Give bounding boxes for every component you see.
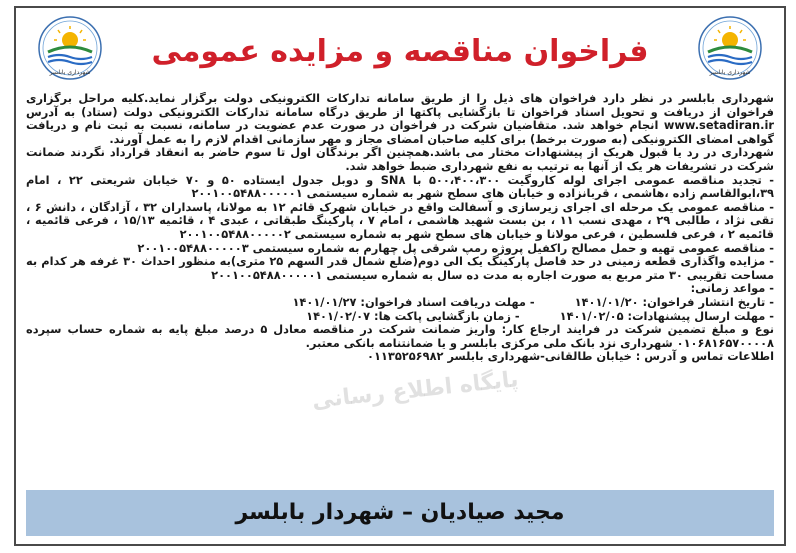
intro-paragraph: شهرداری بابلسر در نظر دارد فراخوان های ذیل را از طریق سامانه تدارکات الکترونیکی دولت برگزار نماید.کلیه مراحل برگزاری فراخوان از دریافت و تحویل اسناد فراخوان تا بازگشایی پاکتها از طریق درگاه سامانه تدارکات الکترونیکی دولت (ستاد) به آدرس www.setadiran.ir انجام خواهد شد. متقاضیان شرکت در فراخوان در صورت عدم عضویت در سامانه، نسبت به ثبت نام و دریافت گواهی امضای الکترونیکی (به صورت برخط) برای کلیه صاحبان امضای مجاز و مهر سازمانی اقدام لازم را به عمل آورند.	[26, 92, 774, 146]
advertisement-frame	[14, 6, 786, 546]
watermark: پایگاه اطلاع رسانی	[310, 367, 520, 414]
contact-info: اطلاعات تماس و آدرس : خیابان طالقانی-شهرداری بابلسر ۰۱۱۳۵۲۵۶۹۸۲	[367, 349, 774, 364]
municipality-logo-right	[690, 14, 770, 86]
page-title: فراخوان مناقصه و مزایده عمومی	[151, 34, 649, 69]
schedule-row-1	[26, 296, 774, 310]
tender-item-2: - مناقصه عمومی یک مرحله ای اجرای زیرسازی و آسفالت واقع در خیابان شهرک قائم ۱۲ به مولانا، پاسداران ۳۲ ، آزادگان ، دانش ۶ ، تقی نژاد ، طالبی ۲۹ ، مهدی نسب ۱۱ ، بن بست شهید هاشمی ، امام ۷ ، پارکینگ طبقاتی ، عبدی ۴ ، قائمیه ۱۵/۱۳ ، فرعی قائمیه ، قائمیه ۲ ، فرعی فلسطین ، فرعی مولانا و خیابان های سطح شهر به شماره سیستمی ۲۰۰۱۰۰۵۴۸۸۰۰۰۰۰۲	[26, 199, 774, 241]
announcement-body	[26, 92, 774, 490]
header	[16, 8, 784, 88]
logo-emblem-icon	[690, 14, 770, 86]
docs-deadline: - مهلت دریافت اسناد فراخوان: ۱۴۰۱/۰۱/۲۷	[292, 294, 535, 309]
tender-item-1: - تجدید مناقصه عمومی اجرای لوله کاروگیت ۵۰۰،۴۰۰،۳۰۰ با SN۸ و دوبل جدول ایستاده ۵۰ و ۷۰ خیابان شریعتی ۲۲ ، امام ۳۹،ابوالقاسم زاده ،هاشمی ، قربانزاده و خیابان های سطح شهر به شماره سیستمی ۲۰۰۱۰۰۵۴۸۸۰۰۰۰۰۱	[26, 172, 774, 201]
guarantee-paragraph: نوع و مبلغ تضمین شرکت در فرایند ارجاع کار: واریز ضمانت شرکت در مناقصه معادل ۵ درصد مبلغ پایه به شماره حساب سپرده ۰۱۰۶۸۱۶۵۷۰۰۰۰۸ شهرداری نزد بانک ملی مرکزی بابلسر و یا ضمانتنامه بانکی معتبر.	[26, 322, 774, 350]
logo-right-caption: شهرداری بابلسر	[709, 69, 751, 76]
logo-emblem-icon	[30, 14, 110, 86]
auction-item-4: - مزایده واگذاری قطعه زمینی در حد فاصل پارکینگ یک الی دوم(ضلع شمال قدر السهم ۲۵ متری)به منظور احداث ۳۰ غرفه هر کدام به مساحت تقریبی ۳۰ متر مربع به صورت اجاره به مدت ده سال به شماره سیستمی ۲۰۰۱۰۰۵۴۸۸۰۰۰۰۰۱	[26, 254, 774, 282]
tender-item-3: - مناقصه عمومی تهیه و حمل مصالح راکفیل پروژه رمپ شرقی پل چهارم به شماره سیستمی ۲۰۰۱۰۰۵۴۸۸۰۰۰۰۰۳	[137, 240, 774, 255]
signature-banner: مجید صیادیان – شهردار بابلسر	[26, 490, 774, 536]
municipality-logo-left	[30, 14, 110, 86]
publish-date: - تاریخ انتشار فراخوان: ۱۴۰۱/۰۱/۲۰	[574, 294, 774, 309]
opening-date: - زمان بازگشایی پاکت ها: ۱۴۰۱/۰۲/۰۷	[306, 308, 520, 323]
schedule-row-2	[26, 310, 774, 324]
schedule-heading: - مواعد زمانی:	[690, 281, 774, 296]
terms-paragraph: شهرداری در رد یا قبول هریک از پیشنهادات مختار می باشد.همچنین اگر برندگان اول تا سوم حاضر به انعقاد قرارداد نگردند ضمانت شرکت در تشریفات هر یک از آنها به ترتیب به نفع شهرداری ضبط خواهد شد.	[26, 145, 774, 173]
logo-left-caption: شهرداری بابلسر	[49, 69, 91, 76]
submit-deadline: - مهلت ارسال پیشنهادات: ۱۴۰۱/۰۲/۰۵	[559, 308, 774, 323]
